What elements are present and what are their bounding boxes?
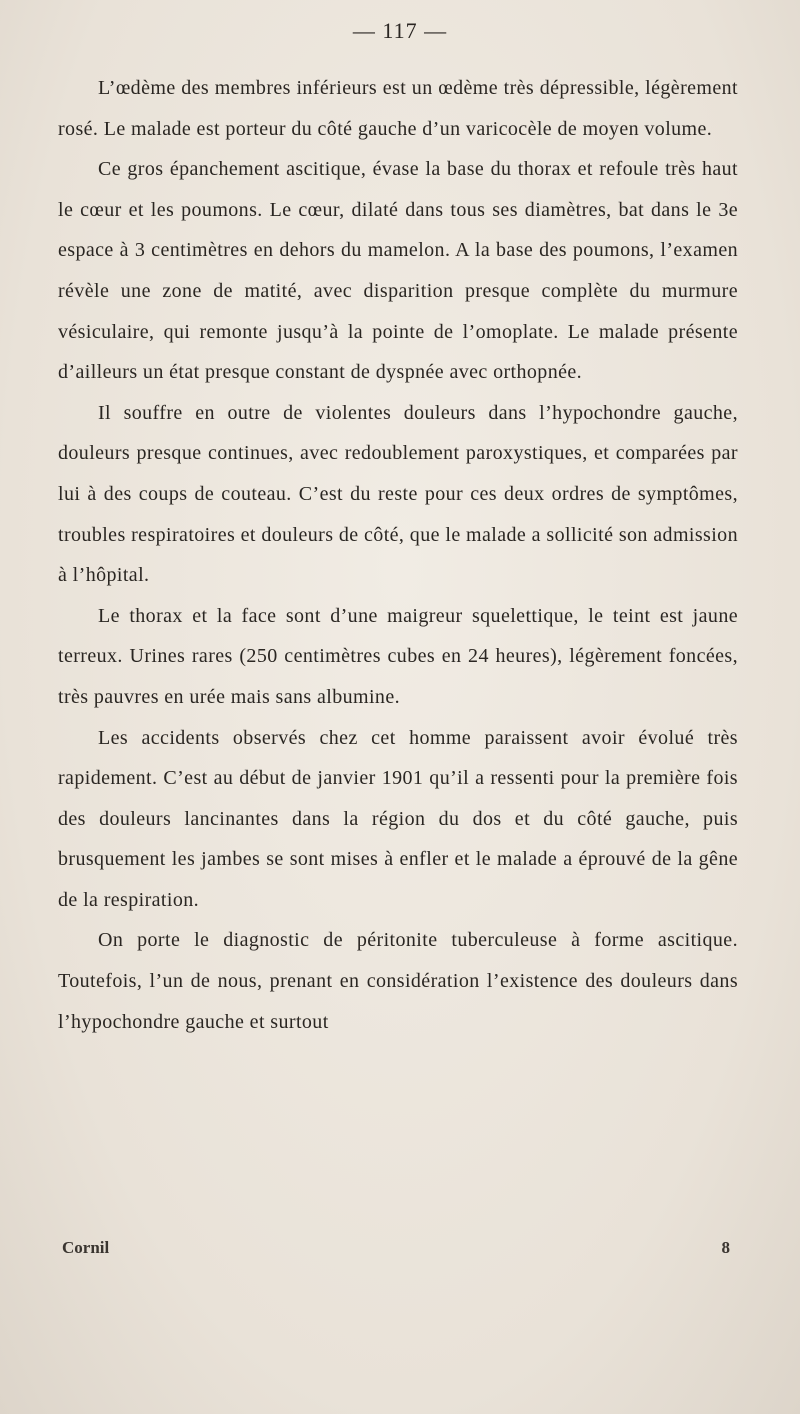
sheet-mark: 8 [721,1238,730,1257]
printer-signature: Cornil [62,1238,110,1257]
paragraph-5: Les accidents observés chez cet homme paraissent avoir évolué très rapidement. C’est au début de janvier 1901 qu’il a ressenti pour la première fois des douleurs lancinantes dans la région du dos et du côté gauche, puis brusquement les jambes se sont mises à enfler et le malade a éprouvé de la gêne de la respiration. [58,726,738,911]
paragraph-3: Il souffre en outre de violentes douleurs dans l’hypochondre gauche, douleurs presque continues, avec redoublement paroxystiques, et comparées par lui à des coups de couteau. C’est du reste pour ces deux ordres de symptômes, troubles respiratoires et douleurs de côté, que le malade a sollicité son admission à l’hôpital. [58,401,738,587]
page-footer [58,1238,734,1258]
paragraph-1: L’œdème des membres inférieurs est un œdème très dépressible, légèrement rosé. Le malade est porteur du côté gauche d’un varicocèle de moyen volume. [58,77,738,140]
page-number: — 117 — [352,18,448,43]
paragraph-2: Ce gros épanchement ascitique, évase la base du thorax et refoule très haut le cœur et les poumons. Le cœur, dilaté dans tous ses diamètres, bat dans le 3e espace à 3 centimètres en dehors du mamelon. A la base des poumons, l’examen révèle une zone de matité, avec disparition presque complète du murmure vésiculaire, qui remonte jusqu’à la pointe de l’omoplate. Le malade présente d’ailleurs un état presque constant de dyspnée avec orthopnée. [58,158,738,384]
body-text [58,68,738,1042]
paragraph-4: Le thorax et la face sont d’une maigreur squelettique, le teint est jaune terreux. Urines rares (250 centimètres cubes en 24 heures), légèrement foncées, très pauvres en urée mais sans albumine. [58,604,738,708]
paragraph-6: On porte le diagnostic de péritonite tuberculeuse à forme ascitique. Toutefois, l’un de nous, prenant en considération l’existence des douleurs dans l’hypochondre gauche et surtout [58,929,738,1033]
